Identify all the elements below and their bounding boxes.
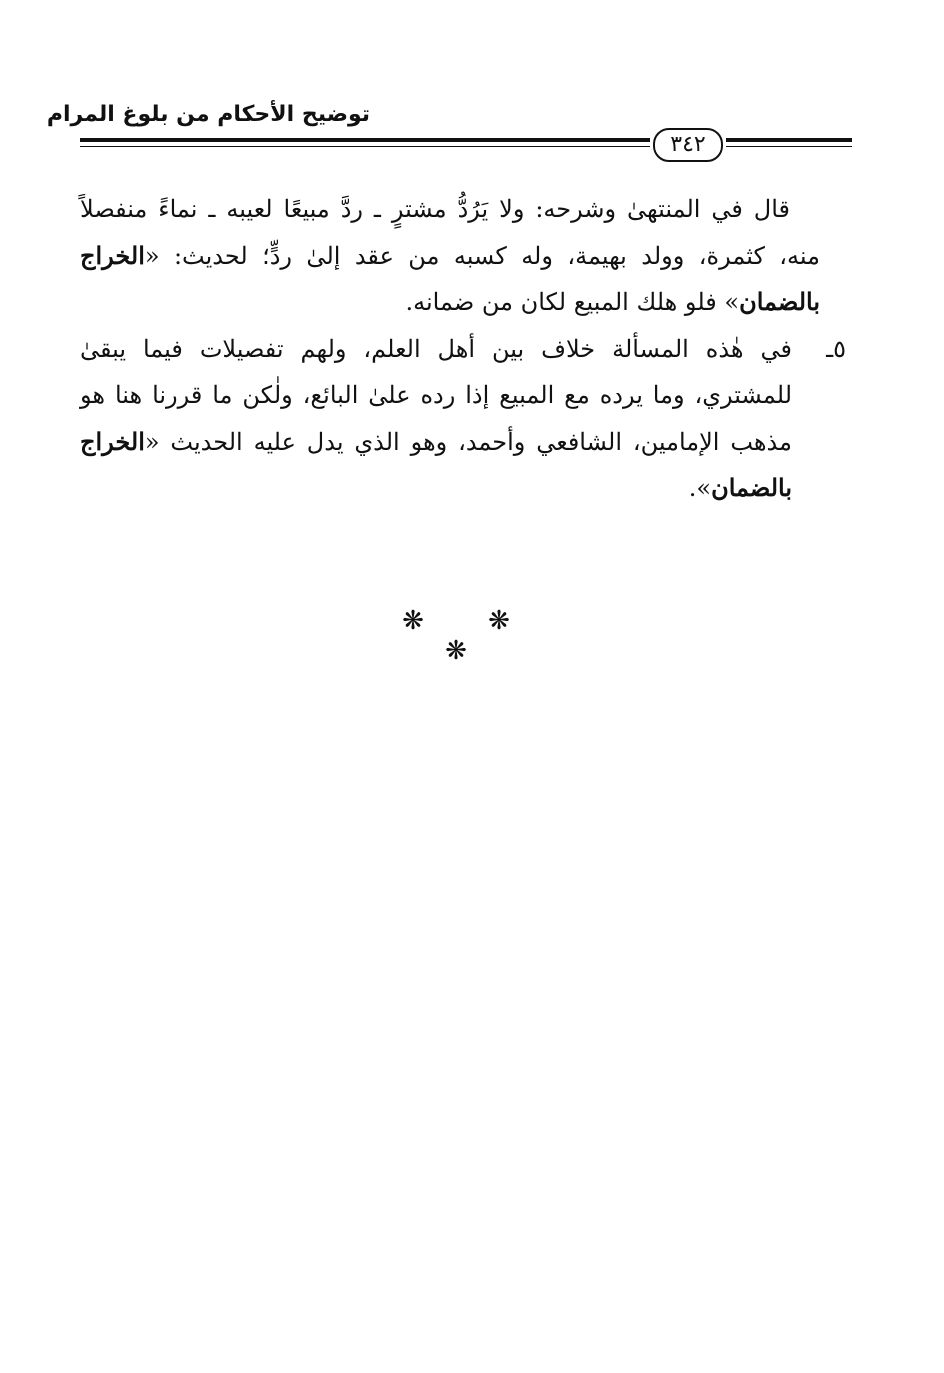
header-rule-right-thick [726,138,852,142]
book-title: توضيح الأحكام من بلوغ المرام [46,102,370,127]
section-separator: ❋ ❋ ❋ [402,606,538,666]
page-body [80,186,846,512]
header-rule-left-thin [80,146,650,147]
item-number: ٥ـ [826,334,846,363]
header-rule-right-thin [726,146,852,147]
hadith-quote: الخراج بالضمان [80,240,820,316]
header-rule-left-thick [80,138,650,142]
page-header [46,100,852,160]
item-5-text-end: ». [688,474,712,502]
hadith-quote: الخراج بالضمان [80,426,792,502]
intro-paragraph [80,186,820,326]
intro-text-end: » فلو هلك المبيع لكان من ضمانه. [405,288,740,316]
intro-text: قال في المنتهىٰ وشرحه: ولا يَرُدُّ مشترٍ ـ ردَّ مبيعًا لعيبه ـ نماءً منفصلاً منه، كثمرة، وولد بهيمة، وله كسبه من عقد إلىٰ ردٍّ؛ لحديث: « [80,195,820,270]
item-5-text: في هٰذه المسألة خلاف بين أهل العلم، ولهم تفصيلات فيما يبقىٰ للمشتري، وما يرده مع المبيع إذا رده علىٰ البائع، ولٰكن ما قررنا هنا هو مذهب الإمامين، الشافعي وأحمد، وهو الذي يدل عليه الحديث « [80,334,792,456]
numbered-paragraph-5 [80,326,846,512]
page-number: ٣٤٢ [653,128,723,162]
